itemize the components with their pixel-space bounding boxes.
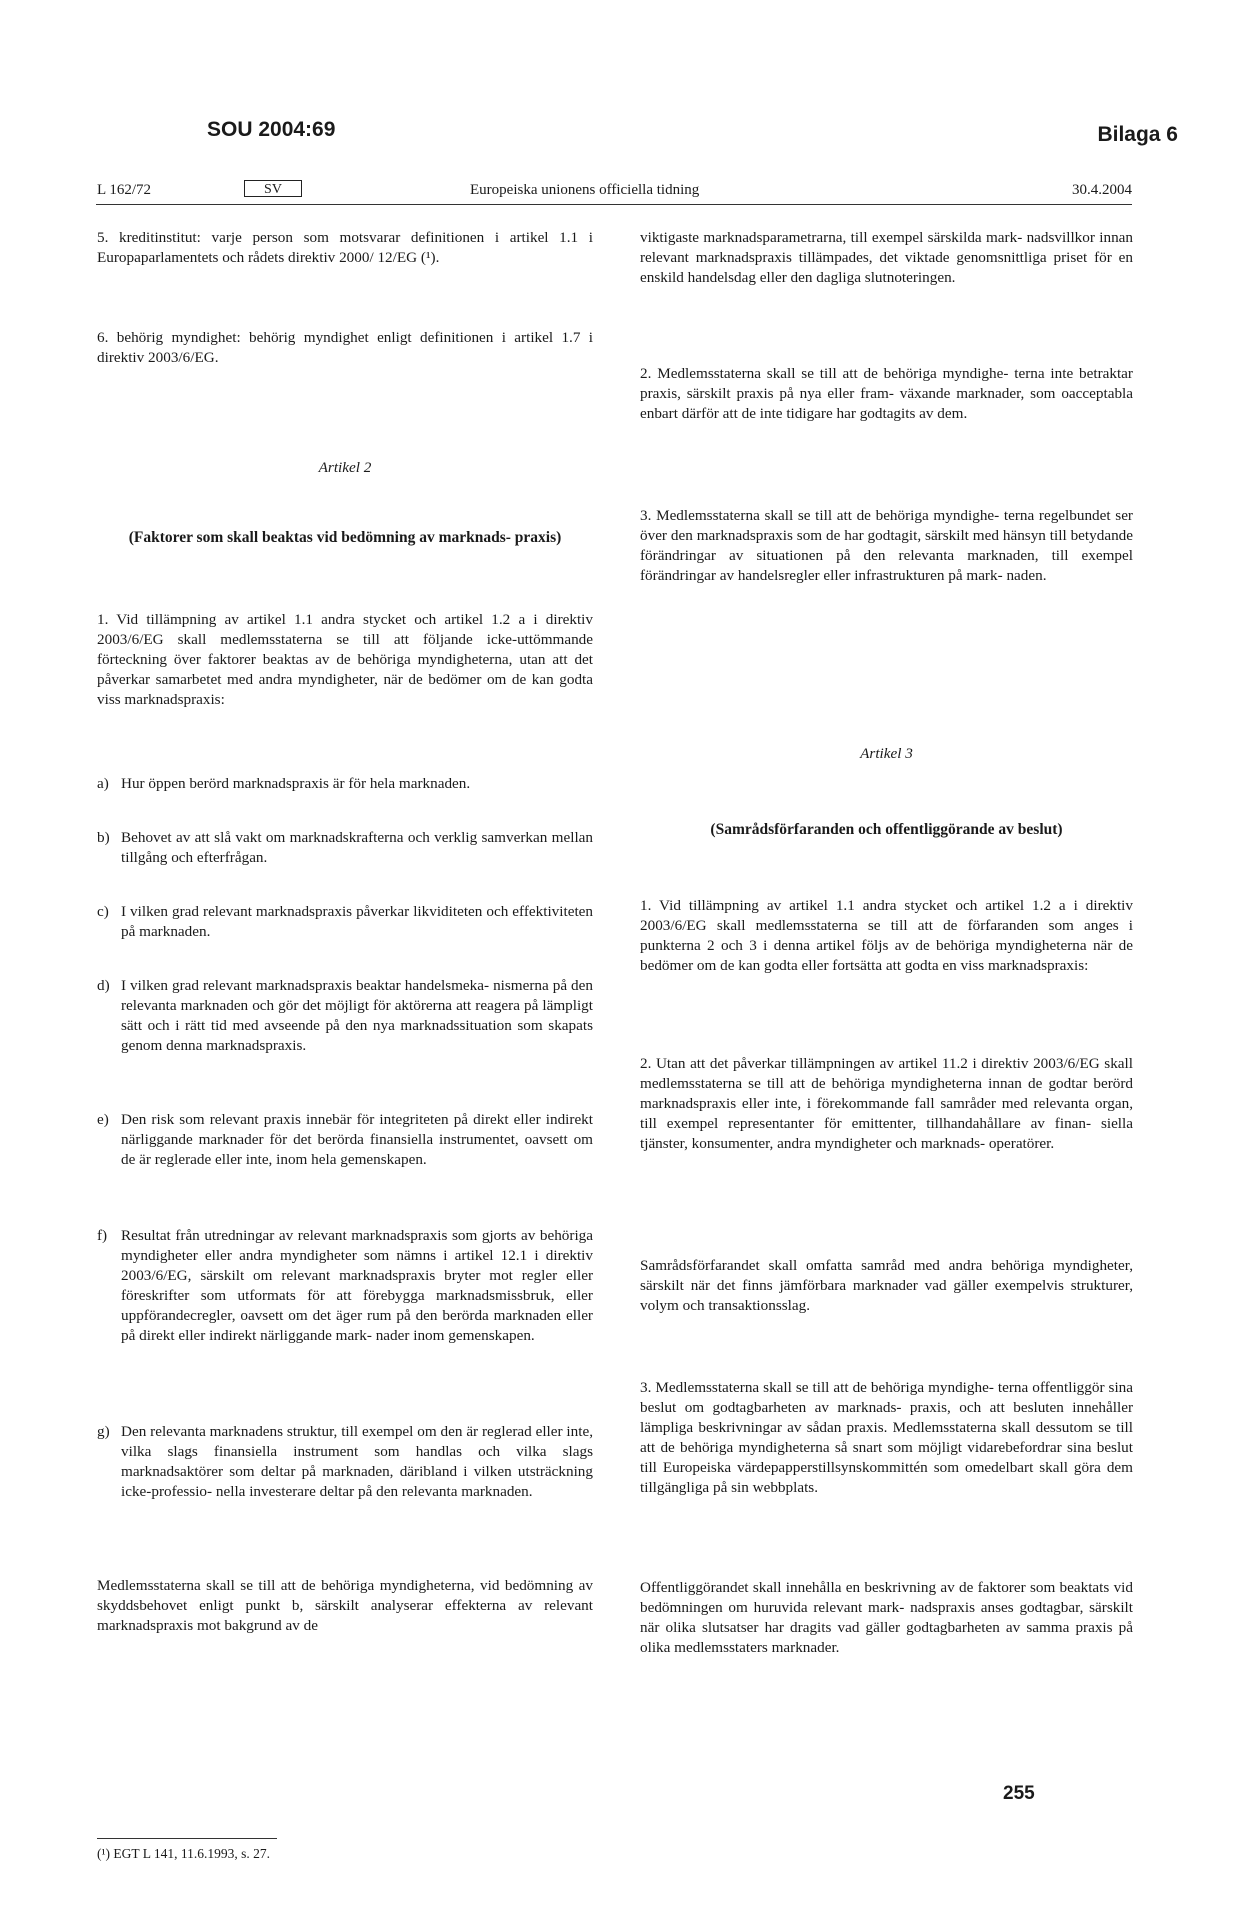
list-item-g: g) Den relevanta marknadens struktur, till exempel om den är reglerad eller inte, vilka slags finansiella instrument som handlas och vilka slags marknadsaktörer som deltar på marknaden, däribland i vilken utsträckning icke-professio- nella investerare deltar på den relevanta marknaden.: [97, 1423, 593, 1500]
language-box: SV: [244, 180, 302, 197]
article-3-paragraph-1: 1. Vid tillämpning av artikel 1.1 andra stycket och artikel 1.2 a i direktiv 2003/6/EG skall medlemsstaterna se till att de förfaranden som anges i punkterna 2 och 3 i denna artikel följs av de behöriga myndigheterna när de bedömer om de kan godta eller fortsätta att godta en viss marknadspraxis:: [640, 897, 1133, 974]
article-2-title: (Faktorer som skall beaktas vid bedömning av marknads- praxis): [128, 529, 562, 546]
article-3-paragraph-3: 3. Medlemsstaterna skall se till att de behöriga myndighe- terna offentliggör sina beslut om godtagbarheten av marknads- praxis, och att besluten innehåller lämpliga beskrivningar av sådan praxis. Medlemsstaterna skall dessutom se till att de behöriga myndigheterna så snart som möjligt vidarebefordrar sina beslut till Europeiska värdepapperstillsynskommittén som omedelbart skall göra dem tillgängliga på sin webbplats.: [640, 1379, 1133, 1496]
article-3-title: (Samrådsförfaranden och offentliggörande av beslut): [710, 821, 1063, 838]
article-2-paragraph-2: 2. Medlemsstaterna skall se till att de behöriga myndighe- terna inte betraktar praxis, särskilt praxis på nya eller fram- växande marknader, som oacceptabla enbart därför att de inte tidigare har godtagits av dem.: [640, 365, 1133, 422]
issue-date: 30.4.2004: [1072, 182, 1132, 198]
article-3-paragraph-2b: Samrådsförfarandet skall omfatta samråd med andra behöriga myndigheter, särskilt när det finns jämförbara marknader vad gäller exempelvis strukturer, volym och transaktionsslag.: [640, 1257, 1133, 1314]
article-3-paragraph-2: 2. Utan att det påverkar tillämpningen av artikel 11.2 i direktiv 2003/6/EG skall medlemsstaterna se till att de behöriga myndigheterna innan de godtar berörd marknadspraxis eller inte, i förekommande fall samråder med relevanta organ, till exempel representanter för emittenter, tillhandahållare av finan- siella tjänster, konsumenter, andra myndigheter och marknads- operatörer.: [640, 1055, 1133, 1152]
header-rule: [96, 204, 1132, 205]
article-2-paragraph-3: 3. Medlemsstaterna skall se till att de behöriga myndighe- terna regelbundet ser över den marknadspraxis som de har godtagit, särskilt med hänsyn till betydande förändringar av situationen på den relevanta marknaden, till exempel förändringar av handelsregler eller infrastrukturen på mark- naden.: [640, 507, 1133, 584]
list-item-e: e) Den risk som relevant praxis innebär för integriteten på direkt eller indirekt närliggande marknader för det berörda finansiella instrumentet, oavsett om de är reglerade eller inte, inom hela gemenskapen.: [97, 1111, 593, 1168]
list-item-b: b) Behovet av att slå vakt om marknadskrafterna och verklig samverkan mellan tillgång och efterfrågan.: [97, 829, 593, 866]
footnote: (¹) EGT L 141, 11.6.1993, s. 27.: [97, 1846, 271, 1861]
article-3-paragraph-3b: Offentliggörandet skall innehålla en beskrivning av de faktorer som beaktats vid bedömningen om huruvida relevant mark- nadspraxis anses godtagbar, särskilt när olika slutsatser har dragits vad gäller godtagbarheten av samma praxis på olika medlemsstaters marknader.: [640, 1579, 1133, 1656]
list-item-c: c) I vilken grad relevant marknadspraxis påverkar likviditeten och effektiviteten på marknaden.: [97, 903, 593, 940]
right-continuation: viktigaste marknadsparametrarna, till exempel särskilda mark- nadsvillkor innan relevant marknadspraxis tillämpades, det viktade genomsnittliga priset för en enskild handelsdag eller den dagliga slutnoteringen.: [640, 229, 1133, 286]
left-definition-5: 5. kreditinstitut: varje person som motsvarar definitionen i artikel 1.1 i Europaparlamentets och rådets direktiv 2000/ 12/EG (¹).: [97, 229, 593, 266]
sou-reference: SOU 2004:69: [207, 118, 336, 141]
left-definition-6: 6. behörig myndighet: behörig myndighet enligt definitionen i artikel 1.7 i direktiv 2003/6/EG.: [97, 329, 593, 366]
article-2-label: Artikel 2: [318, 459, 372, 476]
list-item-a: a) Hur öppen berörd marknadspraxis är för hela marknaden.: [97, 775, 471, 792]
journal-title: Europeiska unionens officiella tidning: [470, 182, 700, 198]
article-2-paragraph-1: 1. Vid tillämpning av artikel 1.1 andra stycket och artikel 1.2 a i direktiv 2003/6/EG skall medlemsstaterna se till att följande icke-uttömmande förteckning över faktorer beaktas av de behöriga myndigheterna, utan att det påverkar samarbetet med andra myndigheter, när de bedömer om de kan godta viss marknadspraxis:: [97, 611, 593, 708]
list-item-f: f) Resultat från utredningar av relevant marknadspraxis som gjorts av behöriga myndigheter eller andra myndigheter som nämns i artikel 12.1 i direktiv 2003/6/EG, särskilt om relevant marknadspraxis bryter mot regler eller föreskrifter som utformats för att förebygga marknadsmissbruk, eller uppförandecregler, oavsett om det äger rum på den berörda marknaden eller på direkt eller indirekt närliggande mark- nader inom gemenskapen.: [97, 1227, 593, 1344]
list-item-d: d) I vilken grad relevant marknadspraxis beaktar handelsmeka- nismerna på den relevanta marknaden och gör det möjligt för aktörerna att reagera på lämpligt sätt och i rätt tid med avseende på den nya marknadssituation som skapats genom denna marknadspraxis.: [97, 977, 593, 1054]
article-3-label: Artikel 3: [860, 745, 913, 762]
footnote-rule: [97, 1838, 277, 1839]
oj-reference: L 162/72: [97, 182, 152, 198]
left-closing-paragraph: Medlemsstaterna skall se till att de behöriga myndigheterna, vid bedömning av skyddsbehovet enligt punkt b, särskilt analyserar effekterna av relevant marknadspraxis mot bakgrund av de: [97, 1577, 593, 1634]
bilaga-label: Bilaga 6: [1097, 123, 1178, 146]
page-number: 255: [1003, 1783, 1035, 1804]
